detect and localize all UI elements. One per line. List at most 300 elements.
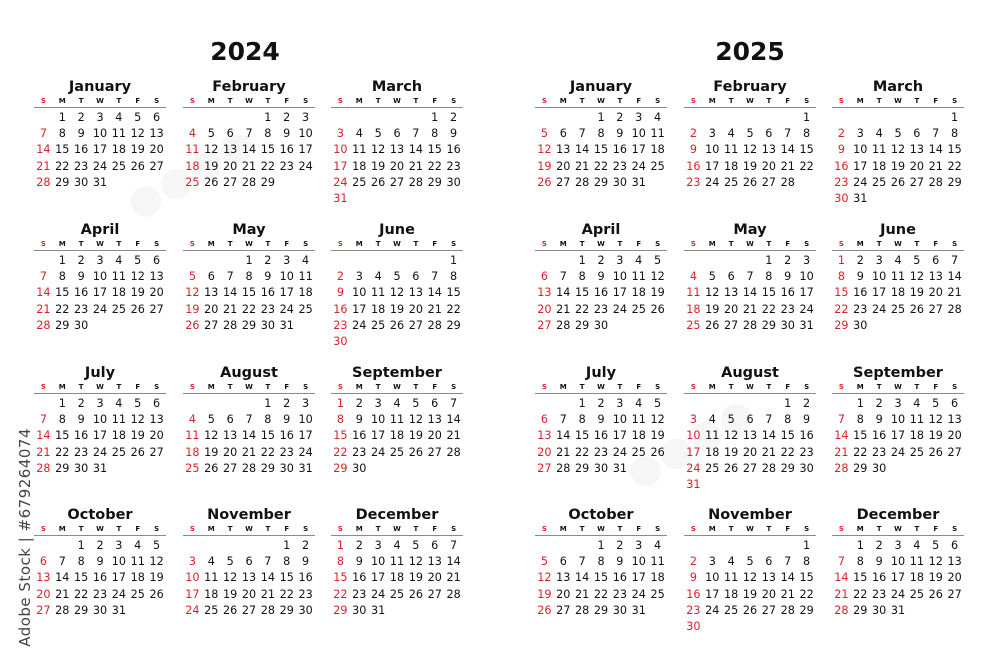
day-cell: 14	[575, 571, 590, 585]
day-cell: 6	[951, 539, 959, 552]
weekday-header	[34, 97, 166, 108]
day-cell: 8	[784, 413, 792, 427]
day-cell: 10	[279, 270, 294, 284]
weekday-letter: S	[40, 383, 46, 391]
day-cell: 24	[890, 587, 906, 601]
day-cell: 21	[408, 159, 423, 173]
day-grid	[832, 110, 964, 207]
weekday-letter: T	[78, 97, 84, 105]
weekday-letter: S	[40, 97, 46, 105]
day-cell: 19	[408, 429, 423, 443]
day-blank	[202, 110, 221, 126]
day-cell: 21	[834, 587, 849, 601]
month-name: November	[708, 507, 792, 523]
day-cell: 13	[223, 429, 238, 443]
day-blank	[258, 538, 277, 554]
day-grid	[832, 396, 964, 477]
day-cell: 16	[260, 286, 275, 300]
day-grid	[331, 538, 463, 619]
day-grid	[331, 253, 463, 350]
day-cell: 20	[761, 159, 776, 173]
day-cell: 21	[780, 159, 795, 173]
day-blank	[722, 253, 741, 269]
day-cell: 6	[431, 539, 439, 552]
weekday-letter: T	[265, 383, 271, 391]
day-cell: 26	[130, 302, 145, 316]
day-blank	[684, 538, 703, 554]
weekday-letter: S	[838, 525, 844, 533]
day-cell: 23	[260, 302, 275, 316]
weekday-letter: T	[116, 240, 122, 248]
day-cell: 26	[705, 318, 720, 332]
day-blank	[240, 396, 259, 412]
day-cell: 10	[92, 270, 108, 284]
weekday-letter: S	[690, 383, 696, 391]
day-cell: 6	[393, 127, 401, 141]
day-cell: 19	[130, 143, 145, 157]
day-cell: 4	[727, 555, 735, 569]
day-cell: 29	[74, 603, 89, 617]
weekday-letter: S	[838, 240, 844, 248]
day-blank	[741, 538, 760, 554]
day-cell: 9	[77, 413, 85, 427]
day-blank	[34, 538, 53, 554]
day-cell: 24	[111, 587, 126, 601]
day-cell: 25	[204, 603, 219, 617]
day-cell: 2	[597, 254, 605, 267]
day-cell: 28	[780, 175, 795, 189]
day-cell: 28	[446, 587, 461, 601]
day-blank	[722, 538, 741, 554]
day-cell: 26	[650, 445, 665, 459]
day-cell: 29	[279, 603, 294, 617]
day-cell: 25	[111, 302, 126, 316]
day-cell: 22	[260, 159, 275, 173]
weekday-letter: W	[245, 525, 253, 533]
weekday-letter: F	[785, 240, 791, 248]
day-cell: 16	[333, 302, 348, 316]
day-cell: 6	[765, 127, 773, 141]
day-cell: 27	[556, 175, 571, 189]
day-cell: 15	[780, 429, 795, 443]
weekday-letter: T	[914, 383, 920, 391]
day-cell: 13	[223, 143, 238, 157]
day-cell: 18	[909, 429, 924, 443]
day-cell: 31	[890, 603, 906, 617]
day-cell: 21	[742, 302, 758, 316]
weekday-letter: M	[355, 525, 363, 533]
day-cell: 19	[742, 587, 758, 601]
day-cell: 4	[134, 539, 142, 552]
month-july	[34, 364, 166, 477]
day-cell: 12	[130, 413, 145, 427]
day-cell: 4	[689, 270, 697, 284]
day-cell: 13	[427, 555, 442, 569]
day-cell: 13	[761, 143, 776, 157]
month-name: October	[67, 507, 133, 523]
day-cell: 15	[55, 143, 70, 157]
day-cell: 8	[597, 555, 605, 569]
day-blank	[703, 253, 722, 269]
day-cell: 6	[226, 127, 234, 141]
day-cell: 24	[92, 302, 108, 316]
day-grid	[183, 396, 315, 477]
day-cell: 18	[686, 302, 701, 316]
day-grid	[684, 396, 816, 493]
month-name: July	[585, 365, 617, 381]
month-january	[34, 78, 166, 191]
day-cell: 20	[928, 286, 943, 300]
day-cell: 1	[856, 539, 864, 552]
day-cell: 8	[58, 270, 66, 284]
day-cell: 12	[742, 571, 758, 585]
day-cell: 18	[352, 159, 367, 173]
day-cell: 24	[631, 587, 646, 601]
day-cell: 30	[686, 619, 701, 633]
day-cell: 6	[431, 397, 439, 410]
day-cell: 22	[427, 159, 442, 173]
day-cell: 26	[928, 587, 943, 601]
day-cell: 28	[928, 175, 943, 189]
weekday-letter: S	[541, 240, 547, 248]
weekday-letter: T	[265, 97, 271, 105]
day-cell: 22	[853, 445, 868, 459]
day-cell: 1	[264, 111, 272, 124]
weekday-letter: M	[856, 525, 864, 533]
weekday-letter: W	[393, 525, 401, 533]
day-cell: 30	[834, 191, 849, 205]
day-cell: 22	[780, 445, 795, 459]
weekday-letter: S	[804, 525, 810, 533]
day-cell: 23	[74, 445, 89, 459]
day-blank	[183, 538, 202, 554]
day-cell: 16	[612, 571, 627, 585]
day-cell: 13	[947, 413, 962, 427]
day-cell: 27	[427, 587, 442, 601]
month-name: January	[68, 79, 132, 95]
day-cell: 7	[412, 127, 420, 141]
day-cell: 24	[612, 445, 627, 459]
day-blank	[759, 538, 778, 554]
weekday-letter: T	[116, 383, 122, 391]
day-cell: 17	[298, 143, 313, 157]
day-cell: 6	[153, 254, 161, 267]
day-cell: 30	[446, 175, 461, 189]
weekday-letter: F	[636, 383, 642, 391]
day-cell: 20	[149, 143, 164, 157]
month-name: June	[880, 222, 916, 238]
day-grid	[183, 253, 315, 334]
day-cell: 9	[336, 286, 344, 300]
weekday-letter: M	[355, 97, 363, 105]
day-cell: 15	[241, 286, 257, 300]
day-cell: 2	[616, 111, 624, 124]
day-cell: 27	[36, 603, 51, 617]
day-cell: 13	[389, 143, 405, 157]
day-cell: 24	[705, 175, 720, 189]
day-blank	[778, 538, 797, 554]
day-cell: 23	[352, 587, 367, 601]
day-cell: 2	[837, 127, 845, 141]
weekday-letter: T	[728, 525, 734, 533]
day-cell: 23	[780, 302, 795, 316]
day-cell: 21	[780, 587, 795, 601]
weekday-header	[684, 240, 816, 251]
day-cell: 21	[260, 587, 275, 601]
day-cell: 25	[185, 175, 200, 189]
day-cell: 10	[872, 270, 887, 284]
day-cell: 1	[578, 397, 586, 410]
weekday-letter: T	[375, 240, 381, 248]
month-march	[832, 78, 964, 207]
day-cell: 4	[727, 127, 735, 141]
weekday-letter: S	[154, 97, 160, 105]
day-cell: 23	[593, 302, 609, 316]
day-cell: 27	[761, 175, 776, 189]
day-cell: 9	[689, 571, 697, 585]
weekday-letter: S	[337, 383, 343, 391]
month-name: May	[733, 222, 767, 238]
weekday-letter: T	[617, 240, 623, 248]
day-cell: 22	[761, 302, 776, 316]
day-cell: 22	[333, 587, 348, 601]
month-january	[535, 78, 667, 191]
day-grid	[183, 110, 315, 191]
day-cell: 5	[932, 539, 940, 552]
day-cell: 6	[153, 397, 161, 410]
day-cell: 5	[746, 127, 754, 141]
day-blank	[388, 253, 407, 269]
day-cell: 10	[612, 413, 627, 427]
day-cell: 18	[185, 445, 200, 459]
day-cell: 14	[834, 571, 849, 585]
day-cell: 12	[408, 413, 423, 427]
day-cell: 28	[556, 318, 571, 332]
day-cell: 5	[153, 539, 161, 552]
day-cell: 19	[389, 302, 405, 316]
month-name: September	[352, 365, 442, 381]
day-cell: 7	[226, 270, 234, 284]
day-cell: 4	[188, 413, 196, 427]
day-cell: 26	[909, 302, 924, 316]
day-cell: 30	[612, 175, 627, 189]
day-cell: 21	[556, 445, 571, 459]
day-cell: 28	[260, 603, 275, 617]
day-cell: 30	[352, 603, 367, 617]
day-cell: 13	[537, 429, 552, 443]
day-blank	[684, 253, 703, 269]
day-cell: 8	[597, 127, 605, 141]
day-cell: 2	[689, 555, 697, 569]
day-cell: 7	[765, 413, 773, 427]
day-cell: 21	[446, 429, 461, 443]
day-cell: 17	[371, 571, 386, 585]
day-cell: 13	[742, 429, 758, 443]
day-cell: 11	[298, 270, 313, 284]
stock-id-label: Adobe Stock | #679264074	[16, 428, 34, 647]
day-cell: 24	[612, 302, 627, 316]
weekday-header	[832, 240, 964, 251]
day-grid	[34, 110, 166, 191]
day-cell: 14	[575, 143, 590, 157]
day-cell: 24	[92, 445, 108, 459]
day-cell: 10	[686, 429, 701, 443]
weekday-letter: W	[746, 525, 754, 533]
day-cell: 15	[834, 286, 849, 300]
day-cell: 5	[894, 127, 902, 141]
day-cell: 22	[260, 445, 275, 459]
day-cell: 1	[803, 111, 811, 124]
day-cell: 19	[650, 429, 665, 443]
weekday-letter: S	[655, 525, 661, 533]
day-cell: 27	[909, 175, 924, 189]
month-name: December	[355, 507, 439, 523]
day-cell: 14	[761, 429, 776, 443]
day-cell: 28	[427, 318, 442, 332]
day-cell: 30	[872, 461, 887, 475]
weekday-letter: S	[804, 97, 810, 105]
month-october	[535, 506, 667, 619]
day-cell: 1	[58, 397, 66, 410]
day-cell: 29	[260, 175, 275, 189]
day-cell: 3	[616, 254, 624, 267]
day-cell: 5	[412, 539, 420, 552]
weekday-letter: W	[894, 240, 902, 248]
day-cell: 7	[245, 127, 253, 141]
weekday-letter: F	[785, 383, 791, 391]
day-cell: 7	[58, 555, 66, 569]
day-blank	[535, 253, 554, 269]
day-cell: 20	[389, 159, 405, 173]
day-cell: 20	[241, 587, 257, 601]
day-cell: 8	[578, 270, 586, 284]
weekday-letter: W	[746, 383, 754, 391]
day-cell: 30	[780, 318, 795, 332]
day-cell: 10	[333, 143, 348, 157]
weekday-letter: S	[952, 240, 958, 248]
day-cell: 9	[450, 127, 458, 141]
day-cell: 1	[856, 397, 864, 410]
day-cell: 2	[96, 539, 104, 552]
day-cell: 7	[450, 397, 458, 410]
day-blank	[741, 110, 760, 126]
day-cell: 30	[74, 175, 89, 189]
day-cell: 26	[185, 318, 200, 332]
day-cell: 4	[913, 397, 921, 410]
weekday-letter: S	[655, 240, 661, 248]
day-cell: 2	[77, 254, 85, 267]
day-cell: 30	[279, 461, 294, 475]
day-cell: 8	[803, 127, 811, 141]
day-cell: 19	[371, 159, 386, 173]
day-grid	[34, 538, 166, 619]
day-cell: 1	[336, 397, 344, 410]
day-cell: 29	[593, 603, 609, 617]
day-cell: 15	[593, 143, 609, 157]
day-cell: 4	[894, 254, 902, 267]
day-cell: 3	[302, 397, 310, 410]
day-cell: 2	[875, 539, 883, 552]
day-cell: 10	[631, 555, 646, 569]
day-cell: 15	[853, 429, 868, 443]
day-cell: 4	[393, 397, 401, 410]
day-cell: 28	[761, 461, 776, 475]
day-cell: 8	[837, 270, 845, 284]
day-cell: 29	[780, 461, 795, 475]
day-cell: 4	[188, 127, 196, 141]
day-blank	[554, 396, 573, 412]
weekday-letter: M	[559, 97, 567, 105]
day-cell: 20	[427, 429, 442, 443]
day-cell: 12	[204, 143, 219, 157]
day-cell: 20	[724, 302, 739, 316]
day-cell: 18	[389, 571, 405, 585]
month-may	[183, 221, 315, 334]
weekday-letter: T	[116, 97, 122, 105]
day-cell: 4	[115, 254, 123, 267]
day-cell: 16	[799, 429, 814, 443]
day-blank	[832, 396, 851, 412]
day-cell: 17	[631, 571, 646, 585]
day-cell: 26	[650, 302, 665, 316]
day-cell: 3	[635, 111, 643, 124]
day-cell: 20	[36, 587, 51, 601]
day-cell: 29	[333, 461, 348, 475]
day-cell: 9	[283, 413, 291, 427]
day-cell: 25	[631, 445, 646, 459]
day-cell: 10	[185, 571, 200, 585]
day-blank	[425, 253, 444, 269]
day-cell: 1	[450, 254, 458, 267]
day-cell: 5	[913, 254, 921, 267]
weekday-letter: S	[655, 97, 661, 105]
day-cell: 9	[96, 555, 104, 569]
day-cell: 12	[537, 143, 552, 157]
day-cell: 25	[890, 302, 906, 316]
day-cell: 12	[130, 270, 145, 284]
day-cell: 19	[537, 159, 552, 173]
day-cell: 9	[784, 270, 792, 284]
day-cell: 26	[408, 587, 423, 601]
day-cell: 9	[597, 270, 605, 284]
day-cell: 30	[612, 603, 627, 617]
day-cell: 2	[597, 397, 605, 410]
weekday-letter: S	[838, 97, 844, 105]
weekday-header	[34, 525, 166, 536]
weekday-letter: F	[933, 383, 939, 391]
weekday-letter: S	[952, 525, 958, 533]
day-cell: 26	[928, 445, 943, 459]
day-cell: 17	[799, 286, 814, 300]
day-cell: 20	[149, 429, 164, 443]
day-blank	[34, 110, 53, 126]
weekday-header	[535, 383, 667, 394]
day-cell: 15	[333, 571, 348, 585]
weekday-header	[535, 97, 667, 108]
day-cell: 3	[894, 397, 902, 410]
day-cell: 13	[241, 571, 257, 585]
day-cell: 25	[111, 159, 126, 173]
day-blank	[240, 110, 259, 126]
day-cell: 31	[371, 603, 386, 617]
day-blank	[183, 396, 202, 412]
day-cell: 27	[537, 318, 552, 332]
weekday-letter: W	[245, 383, 253, 391]
day-cell: 5	[540, 555, 548, 569]
day-cell: 12	[650, 270, 665, 284]
day-cell: 14	[780, 143, 795, 157]
day-cell: 25	[389, 445, 405, 459]
